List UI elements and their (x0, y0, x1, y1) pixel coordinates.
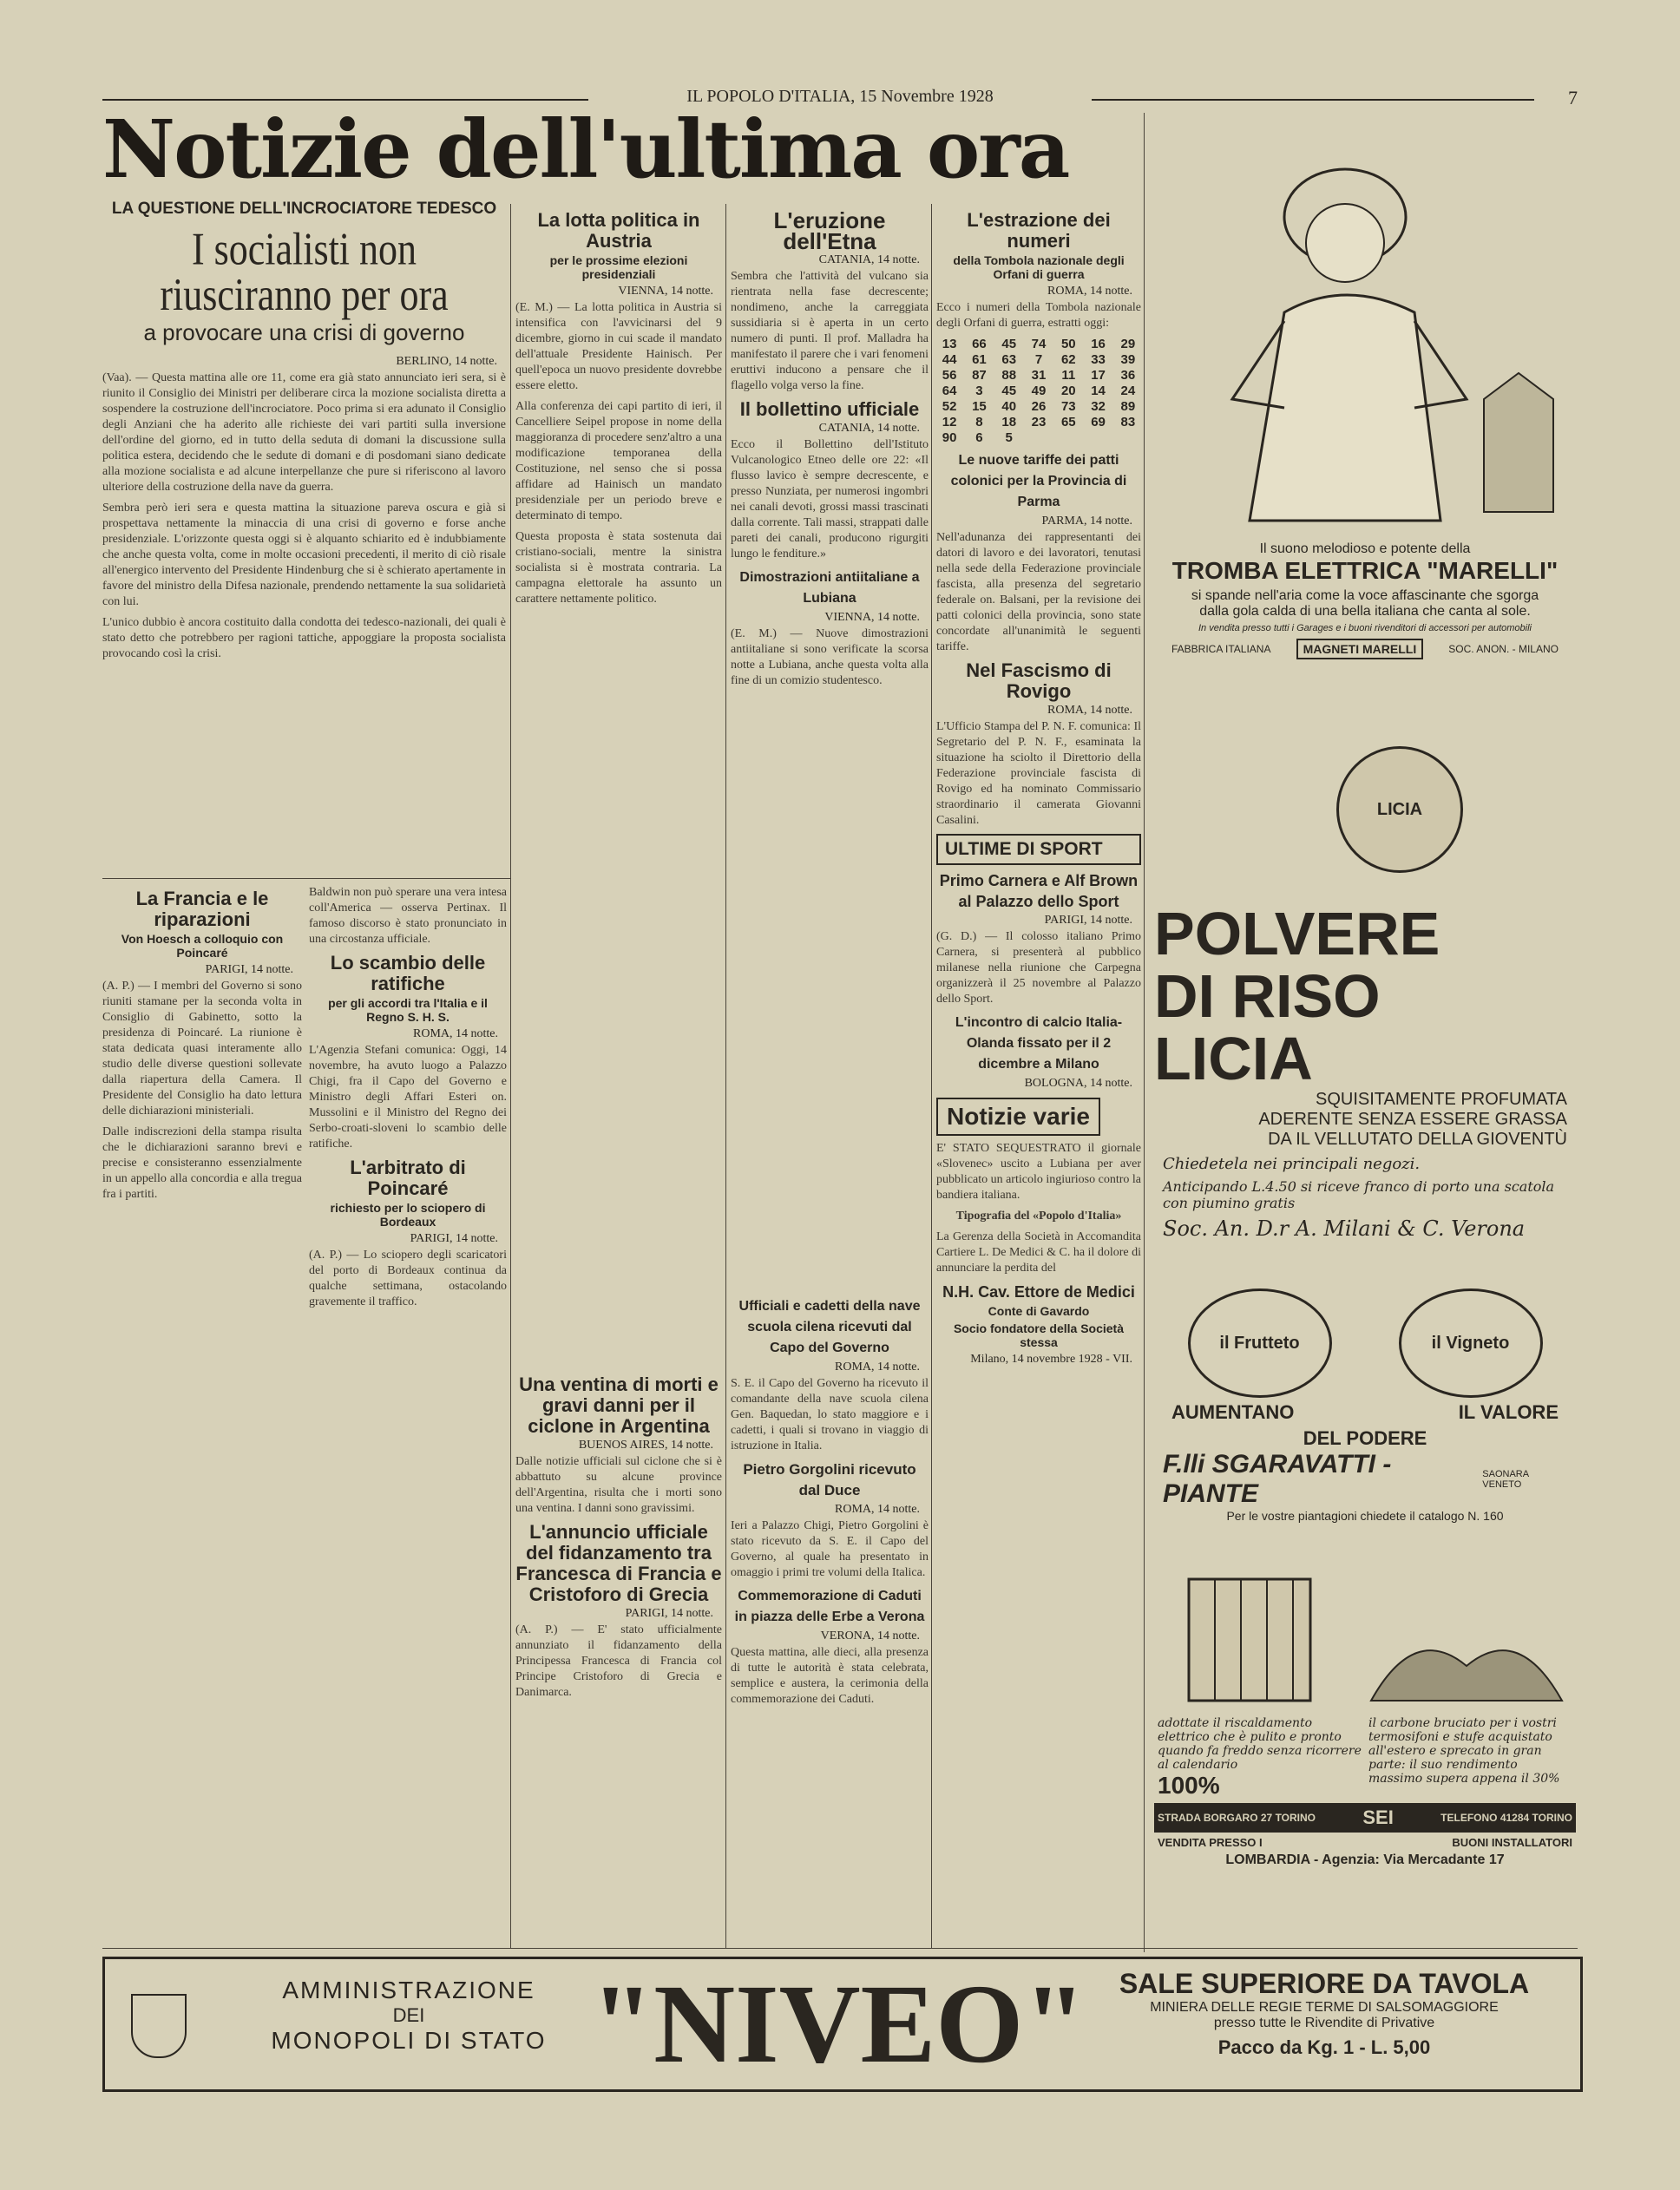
tombola-number: 56 (942, 368, 957, 383)
article-title: Commemorazione di Caduti in piazza delle Erbe a Verona (734, 1589, 925, 1624)
sei-addr: STRADA BORGARO 27 TORINO (1158, 1812, 1316, 1824)
article-title: Pietro Gorgolini ricevuto dal Duce (743, 1461, 916, 1498)
vigneto-label: il Vigneto (1431, 1333, 1510, 1353)
ad-sei (1154, 1570, 1576, 1944)
page-headline: Notizie dell'ultima ora (102, 102, 1069, 196)
dateline: VERONA, 14 notte. (820, 1629, 920, 1642)
sei-vendita: VENDITA PRESSO I (1158, 1836, 1263, 1849)
tombola-number: 69 (1091, 415, 1106, 429)
article-subtitle: a provocare una crisi di governo (143, 319, 465, 345)
tombola-number: 64 (942, 384, 957, 398)
article-title: Il bollettino ufficiale (739, 398, 920, 420)
dateline: BOLOGNA, 14 notte. (1024, 1077, 1132, 1090)
article-kicker: LA QUESTIONE DELL'INCROCIATORE TEDESCO (111, 200, 497, 218)
frutteto-circle (1188, 1288, 1332, 1398)
paragraph: La Gerenza della Società in Accomandita Cartiere L. De Medici & C. ha il dolore di annunciare la perdita del (936, 1230, 1141, 1275)
paragraph: (A. P.) — I membri del Governo si sono riuniti stamane per la seconda volta in Consiglio di Gabinetto, sotto la presidenza di Poincaré. La riunione è stata dedicata quasi interamente allo studio delle diverse questioni sollevate dalla riapertura della Camera. Il Presidente del Consiglio ha dato lettura delle dichiarazioni ministeriali. (102, 980, 302, 1118)
niveo-brand: "NIVEO" (591, 1962, 1086, 2087)
amm1: AMMINISTRAZIONE (282, 1977, 535, 2003)
tombola-number: 44 (942, 352, 957, 367)
tipografia-line: Tipografia del «Popolo d'Italia» (955, 1210, 1122, 1223)
frutteto-label: il Frutteto (1219, 1333, 1300, 1353)
sei-logo: SEI (1362, 1806, 1394, 1828)
dateline: Milano, 14 novembre 1928 - VII. (970, 1353, 1132, 1366)
article-title: Dimostrazioni antiitaliane a Lubiana (739, 570, 920, 606)
article-cadetti (731, 1293, 929, 1944)
valore: IL VALORE (1458, 1401, 1559, 1423)
head-rule-left (102, 99, 588, 101)
article-title: L'annuncio ufficiale del fidanzamento tra Francesca di Francia e Cristoforo di Grecia (515, 1521, 722, 1605)
dateline: ROMA, 14 notte. (1047, 704, 1132, 717)
vigneto-circle (1399, 1288, 1543, 1398)
article-title: L'eruzione dell'Etna (773, 207, 886, 254)
running-head-title: IL POPOLO D'ITALIA, 15 Novembre 1928 (686, 87, 994, 106)
tombola-number: 63 (1001, 352, 1017, 367)
article-title: La lotta politica in Austria (537, 209, 700, 252)
saonara: SAONARA VENETO (1482, 1469, 1529, 1490)
article-socialisti (102, 198, 506, 875)
dateline: CATANIA, 14 notte. (818, 422, 920, 435)
section-rule (102, 878, 510, 879)
article-title: Le nuove tariffe dei patti colonici per la Provincia di Parma (950, 453, 1127, 509)
tombola-number: 87 (972, 368, 987, 383)
article-argentina (515, 1371, 722, 1944)
tombola-number: 83 (1120, 415, 1136, 429)
tromba-brand: TROMBA ELETTRICA "MARELLI" (1171, 557, 1559, 584)
tombola-number: 12 (942, 415, 957, 429)
sei-left (1158, 1716, 1362, 1800)
paragraph: S. E. il Capo del Governo ha ricevuto il comandante della nave scuola cilena Gen. Baquedan, lo stato maggiore e i cadetti, i quali si trovano in viaggio di istruzione in Italia. (731, 1377, 929, 1452)
paragraph: Sembra che l'attività del vulcano sia rientrata nella fase decrescente; nondimeno, anche la carreggiata sussidiaria si è aperta in un certo numero di punti. Il prof. Malladra ha manifestato il parere che i vari fenomeni eruttivi inducono a pensare che il flagello volga verso la fine. (731, 270, 929, 392)
licia-line2: ADERENTE SENZA ESSERE GRASSA (1258, 1110, 1567, 1129)
tombola-number: 65 (1060, 415, 1076, 429)
licia-tin-label: LICIA (1376, 799, 1423, 819)
paragraph: (A. P.) — Lo sciopero degli scaricatori del porto di Bordeaux continua da qualche settimana, ostacolando gravemente il traffico. (309, 1249, 507, 1308)
sei-right-text: il carbone bruciato per i vostri termosifoni e stufe acquistato all'estero e sprecato in gran parte: il suo rendimento massimo supera appena il 30% (1368, 1716, 1560, 1786)
niveo-pacco: Pacco da Kg. 1 - L. 5,00 (1217, 2036, 1431, 2058)
tombola-number: 23 (1031, 415, 1047, 429)
licia-tin (1336, 746, 1463, 873)
sei-tel: TELEFONO 41284 TORINO (1440, 1812, 1572, 1824)
article-subtitle: per gli accordi tra l'Italia e il Regno S. H. S. (328, 996, 488, 1024)
sport-box: ULTIME DI SPORT (936, 834, 1141, 865)
dateline: VIENNA, 14 notte. (824, 611, 920, 624)
article-ratifiche (309, 885, 507, 1944)
dateline: ROMA, 14 notte. (835, 1361, 920, 1374)
tombola-number: 45 (1001, 337, 1017, 351)
dateline: CATANIA, 14 notte. (818, 253, 920, 266)
paragraph: (G. D.) — Il colosso italiano Primo Carnera, si presenterà al pubblico milanese nella riunione che Carpegna organizzerà il 25 novembre al Palazzo dello Sport. (936, 930, 1141, 1006)
licia-script2: Anticipando L.4.50 si riceve franco di porto una scatola con piumino gratis (1163, 1178, 1555, 1211)
ad-niveo (102, 1957, 1583, 2092)
tombola-number: 90 (942, 430, 957, 445)
article-subtitle: richiesto per lo sciopero di Bordeaux (330, 1201, 486, 1229)
article-title: Primo Carnera e Alf Brown al Palazzo dello Sport (939, 872, 1139, 910)
dateline: PARIGI, 14 notte. (1044, 914, 1132, 927)
lutto-role: Socio fondatore della Società stessa (953, 1321, 1125, 1349)
tombola-number: 6 (975, 430, 983, 445)
sei-vendita-row (1154, 1833, 1576, 1852)
paragraph: Sembra però ieri sera e questa mattina la situazione pareva oscura e già si prospettava nettamente la minaccia di una crisi di governo e forse anche presidenziale. L'orizzonte questa oggi si è alquanto schiarito ed è indubbiamente che anche questa volta, come in molte occasioni precedenti, il merito di ciò risale all'energico intervento del Presidente Hindenburg che si è schierato apertamente in favore del ministro della Difesa nazionale, prendendo nettamente la sua solidarietà con lui. (102, 502, 506, 608)
article-austria (515, 207, 722, 1248)
dateline: ROMA, 14 notte. (1047, 285, 1132, 298)
tombola-number: 88 (1001, 368, 1017, 383)
paragraph: Questa mattina, alle dieci, alla presenza di tutte le autorità è stata celebrata, semplice e austera, la cerimonia della commemorazione dei Caduti. (731, 1646, 929, 1706)
sgaravatti-row (1154, 1398, 1576, 1427)
tombola-number: 7 (1034, 352, 1043, 367)
tromba-footer (1154, 633, 1576, 665)
tombola-number: 3 (975, 384, 983, 398)
paragraph: Nell'adunanza dei rappresentanti dei datori di lavoro e dei lavoratori, tenutasi nella sede della Federazione provinciale fascista, alla presenza del segretario federale on. Balsani, per la revisione dei patti colonici della provincia, sono state concordate all'unanimità le seguenti tariffe. (936, 531, 1141, 653)
tombola-number: 32 (1091, 399, 1106, 414)
tombola-number: 50 (1060, 337, 1076, 351)
licia-titles (1154, 902, 1576, 1246)
licia-line1: SQUISITAMENTE PROFUMATA (1315, 1090, 1567, 1109)
dateline: PARIGI, 14 notte. (410, 1232, 498, 1245)
paragraph: Dalle indiscrezioni della stampa risulta che le dichiarazioni saranno brevi e precise e consisteranno essenzialmente in un appello alla concordia e alla tregua fra i partiti. (102, 1125, 302, 1201)
lutto-sub: Conte di Gavardo (988, 1304, 1090, 1318)
tombola-number: 31 (1031, 368, 1047, 383)
article-title: Una ventina di morti e gravi danni per il ciclone in Argentina (519, 1374, 719, 1437)
sei-bar (1154, 1803, 1576, 1833)
notizie-varie-box: Notizie varie (936, 1098, 1100, 1136)
ad-sgaravatti (1154, 1280, 1576, 1523)
paragraph: Ecco il Bollettino dell'Istituto Vulcanologico Etneo delle ore 22: «Il flusso lavico è sempre decrescente, e presso Nunziata, per numerosi ingombri nei canali devoti, grossi massi trascinati dalla corrente. Tali massi, strappati dalle pareti dei canali, producono rigurgiti lungo le fenditure.» (731, 438, 929, 561)
tombola-number: 66 (972, 337, 987, 351)
aumentano: AUMENTANO (1171, 1401, 1295, 1423)
tombola-number: 16 (1091, 337, 1106, 351)
licia-title2: DI RISO (1154, 962, 1381, 1030)
crest-icon (131, 1994, 187, 2058)
tombola-number: 33 (1091, 352, 1106, 367)
dateline: BERLINO, 14 notte. (396, 355, 497, 368)
dateline: ROMA, 14 notte. (835, 1503, 920, 1516)
paragraph: Ecco i numeri della Tombola nazionale degli Orfani di guerra, estratti oggi: (936, 301, 1141, 330)
tombola-numbers (936, 337, 1141, 445)
article-subtitle: Von Hoesch a colloquio con Poincaré (121, 932, 284, 960)
page-number: 7 (1568, 87, 1578, 108)
lutto-name: N.H. Cav. Ettore de Medici (942, 1283, 1135, 1301)
tromba-line1: Il suono melodioso e potente della (1259, 541, 1471, 556)
sei-left-text: adottate il riscaldamento elettrico che è pulito e pronto quando fa freddo senza ricorrere al calendario (1158, 1716, 1362, 1772)
tombola-number: 5 (1005, 430, 1013, 445)
article-title: I socialisti non riusciranno per ora (160, 223, 449, 321)
article-tombola (936, 207, 1141, 1942)
tombola-number: 14 (1091, 384, 1106, 398)
article-subtitle: della Tombola nazionale degli Orfani di guerra (953, 253, 1125, 281)
niveo-amm (235, 1977, 582, 2055)
tombola-number: 11 (1061, 368, 1076, 383)
tombola-number: 74 (1031, 337, 1047, 351)
article-title: L'incontro di calcio Italia-Olanda fissato per il 2 dicembre a Milano (955, 1015, 1123, 1072)
head-rule-right (1092, 99, 1534, 101)
singer-illustration (1154, 113, 1576, 538)
sei-agenzia: LOMBARDIA - Agenzia: Via Mercadante 17 (1225, 1852, 1505, 1867)
licia-company: Soc. An. D.r A. Milani & C. Verona (1163, 1216, 1526, 1241)
licia-title3: LICIA (1154, 1025, 1313, 1092)
tombola-number: 29 (1120, 337, 1136, 351)
column-rule (931, 204, 932, 1948)
article-title: Nel Fascismo di Rovigo (966, 659, 1112, 702)
tombola-number: 49 (1031, 384, 1047, 398)
niveo-presso: presso tutte le Rivendite di Privative (1213, 2016, 1435, 2030)
paragraph: (A. P.) — E' stato ufficialmente annunziato il fidanzamento della Principessa Francesca di Francia col Principe Cristoforo di Grecia e Danimarca. (515, 1623, 722, 1699)
tombola-number: 45 (1001, 384, 1017, 398)
paragraph: (E. M.) — Nuove dimostrazioni antiitaliane si sono verificate la scorsa notte a Lubiana, anche questa volta alla fine di un comizio studentesco. (731, 627, 929, 687)
paragraph: L'Ufficio Stampa del P. N. F. comunica: Il Segretario del P. N. F., esaminata la situazione ha sciolto il Direttorio della Federazione provinciale fascista di Rovigo ed ha nominato Commissario straordinario il camerata Giovanni Casalini. (936, 720, 1141, 827)
tombola-number: 20 (1060, 384, 1076, 398)
dateline: PARMA, 14 notte. (1041, 515, 1132, 528)
radiator-illustration (1154, 1570, 1576, 1709)
tombola-number: 15 (972, 399, 987, 414)
tombola-number: 13 (942, 337, 957, 351)
tromba-footer-left: FABBRICA ITALIANA (1171, 643, 1271, 655)
licia-script1: Chiedetela nei principali negozi. (1163, 1155, 1421, 1173)
sei-columns (1154, 1713, 1576, 1803)
article-title: La Francia e le riparazioni (135, 888, 269, 930)
article-title: Ufficiali e cadetti della nave scuola cilena ricevuti dal Capo del Governo (738, 1299, 921, 1355)
tombola-number: 73 (1060, 399, 1076, 414)
tombola-number: 26 (1031, 399, 1047, 414)
dateline: PARIGI, 14 notte. (205, 963, 293, 976)
tombola-number: 39 (1120, 352, 1136, 367)
dateline: ROMA, 14 notte. (413, 1027, 498, 1040)
podere: DEL PODERE (1303, 1427, 1427, 1449)
paragraph: E' STATO SEQUESTRATO il giornale «Slovenec» uscito a Lubiana per aver pubblicato un articolo ingiurioso contro la bandiera italiana. (936, 1142, 1142, 1202)
article-title: Lo scambio delle ratifiche (330, 952, 486, 994)
tombola-number: 24 (1120, 384, 1136, 398)
column-rule (725, 204, 726, 1948)
licia-title1: POLVERE (1154, 900, 1440, 967)
paragraph: (E. M.) — La lotta politica in Austria si intensifica con l'avvicinarsi del 9 dicembre, giorno in cui scade il mandato dell'attuale Presidente Hainisch. Per quell'epoca un nuovo presidente dovrebbe essere eletto. (515, 301, 722, 392)
paragraph: Ieri a Palazzo Chigi, Pietro Gorgolini è stato ricevuto da S. E. il Capo del Governo, al quale ha presentato in omaggio i primi tre volumi della Italica. (731, 1519, 929, 1579)
amm3: MONOPOLI DI STATO (271, 2027, 547, 2054)
sei-buoni: BUONI INSTALLATORI (1452, 1836, 1572, 1849)
sei-pct-left: 100% (1158, 1772, 1220, 1799)
paragraph: Questa proposta è stata sostenuta dai cristiano-sociali, mentre la sinistra socialista si è mostrata contraria. La campagna elettorale ha assunto un carattere nettamente politico. (515, 530, 722, 606)
tromba-footer-right: SOC. ANON. - MILANO (1448, 643, 1559, 655)
marelli-logo: MAGNETI MARELLI (1296, 639, 1424, 659)
tombola-number: 36 (1120, 368, 1136, 383)
article-francia (102, 885, 302, 1944)
niveo-sale: SALE SUPERIORE DA TAVOLA (1119, 1968, 1530, 1999)
ad-tromba-marelli (1154, 113, 1576, 720)
tombola-number: 18 (1001, 415, 1017, 429)
sgaravatti-brand-row (1154, 1450, 1576, 1509)
sgaravatti-brand: F.lli SGARAVATTI - PIANTE (1163, 1450, 1392, 1508)
dateline: PARIGI, 14 notte. (625, 1607, 713, 1620)
tombola-number: 89 (1120, 399, 1136, 414)
article-etna (731, 207, 929, 1282)
article-title: L'estrazione dei numeri (967, 209, 1111, 252)
tombola-number: 61 (972, 352, 987, 367)
column-rule (510, 204, 511, 1948)
sei-right (1368, 1716, 1572, 1800)
article-subtitle: per le prossime elezioni presidenziali (549, 253, 688, 281)
tromba-line2: si spande nell'aria come la voce affascinante che sgorga dalla gola calda di una bella italiana che canta al sole. (1191, 588, 1539, 619)
paragraph: Dalle notizie ufficiali sul ciclone che si è abbattuto su alcune province dell'Argentina, risulta che i morti sono una ventina. I danni sono gravissimi. (515, 1455, 722, 1515)
section-rule (102, 1948, 1578, 1949)
niveo-info (1077, 1968, 1572, 2059)
niveo-miniera: MINIERA DELLE REGIE TERME DI SALSOMAGGIORE (1150, 2000, 1499, 2015)
paragraph: Alla conferenza dei capi partito di ieri, il Cancelliere Seipel propose in nome della maggioranza di procedere senz'altro a una modificazione temporanea della Costituzione, nel senso che si possa affidare ad Hainisch un mandato presidenziale per un periodo breve e determinato di tempo. (515, 400, 722, 522)
article-title: L'arbitrato di Poincaré (350, 1157, 466, 1199)
paragraph: (Vaa). — Questa mattina alle ore 11, come era già stato annunciato ieri sera, si è riunito il Consiglio dei Ministri per deliberare circa la mozione socialista diretta a sospendere la costruzione dell'incrociatore. Poco prima si era adunato il Consiglio degli Anziani che ha aderito alle richieste dei vari partiti sulla inversione dell'ordine del giorno, ed in tutto della seduta di domani la discussione sulla politica estera, decidendo che le sedute di domani e di posdomani siano dedicate alla mozione socialista e ad alcune interpellanze che pure si riferiscono al lavoro ulteriore della costruzione della nave da guerra. (102, 371, 506, 494)
sgaravatti-circles (1154, 1280, 1576, 1398)
amm2: DEI (392, 2004, 425, 2026)
tombola-number: 62 (1060, 352, 1076, 367)
tromba-small: In vendita presso tutti i Garages e i buoni rivenditori di accessori per automobili (1198, 623, 1532, 633)
dateline: VIENNA, 14 notte. (618, 285, 713, 298)
column-rule (1144, 113, 1145, 1952)
catalogo: Per le vostre piantagioni chiedete il catalogo N. 160 (1226, 1509, 1504, 1523)
tombola-number: 8 (975, 415, 983, 429)
ad-polvere-licia (1154, 729, 1576, 1267)
dateline: BUENOS AIRES, 14 notte. (578, 1439, 713, 1452)
tombola-number: 40 (1001, 399, 1017, 414)
paragraph: Baldwin non può sperare una vera intesa coll'America — osserva Pertinax. Il famoso discorso è stato pronunciato in una circostanza ufficiale. (309, 886, 507, 946)
paragraph: L'unico dubbio è ancora costituito dalla condotta dei tedesco-nazionali, dei quali è stato detto che potrebbero per ragioni tattiche, appoggiare la proposta socialista provocando così la crisi. (102, 616, 506, 660)
tombola-number: 17 (1091, 368, 1106, 383)
tombola-number: 52 (942, 399, 957, 414)
paragraph: L'Agenzia Stefani comunica: Oggi, 14 novembre, ha avuto luogo a Palazzo Chigi, fra il Capo del Governo e Ministro degli Affari Esteri on. Mussolini e il Ministro del Regno dei Serbo-croati-sloveni lo scambio delle ratifiche. (309, 1044, 507, 1151)
licia-line3: DA IL VELLUTATO DELLA GIOVENTÙ (1268, 1130, 1567, 1149)
